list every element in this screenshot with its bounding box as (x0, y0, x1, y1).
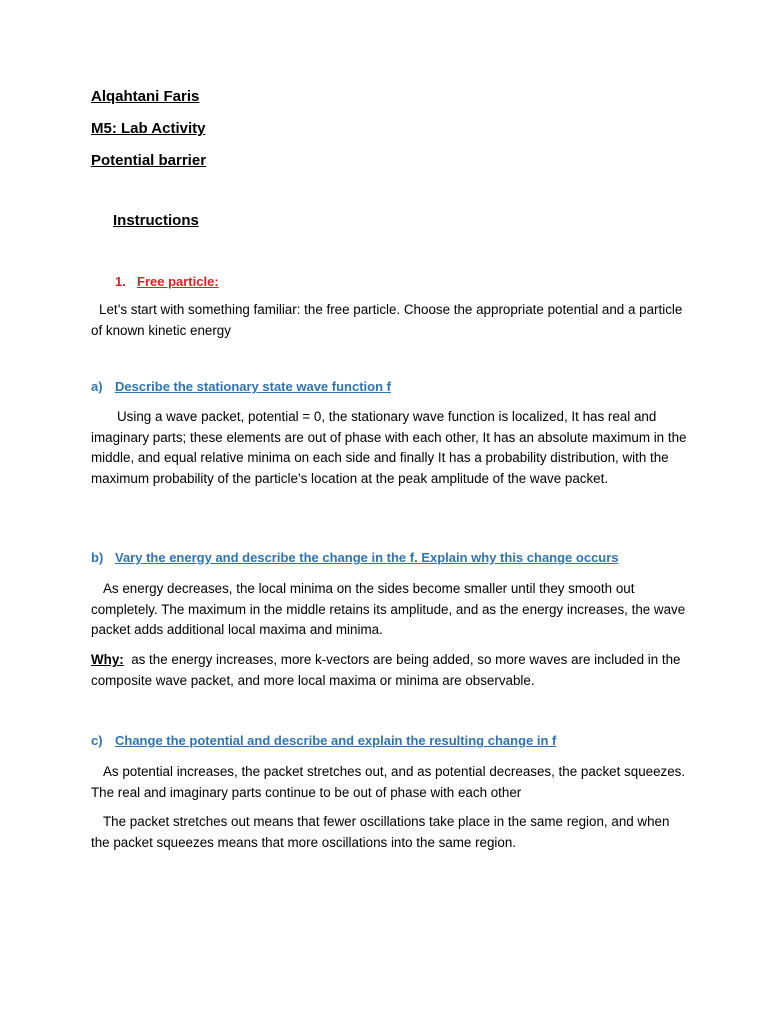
section-1-number: 1. (115, 274, 126, 289)
course-title: M5: Lab Activity (91, 120, 206, 137)
question-a (91, 379, 391, 394)
question-c-letter: c) (91, 733, 103, 748)
question-b-text: Vary the energy and describe the change in the f. Explain why this change occurs (115, 550, 619, 565)
section-1-title: Free particle: (137, 274, 219, 289)
section-1-intro: Let’s start with something familiar: the free particle. Choose the appropriate potential and a particle of known kinetic energy (91, 302, 683, 338)
section-1-heading (115, 274, 219, 289)
question-c (91, 733, 556, 748)
question-a-letter: a) (91, 379, 103, 394)
topic-title: Potential barrier (91, 152, 207, 169)
answer-b-why (91, 650, 691, 691)
why-label: Why: (91, 652, 124, 667)
answer-c-paragraph-2: The packet stretches out means that fewer oscillations take place in the same region, and when the packet squeezes means that more oscillations into the same region. (91, 814, 670, 850)
question-a-text: Describe the stationary state wave function f (115, 379, 391, 394)
question-b-letter: b) (91, 550, 104, 565)
why-text: as the energy increases, more k-vectors are being added, so more waves are included in the composite wave packet, and more local maxima or minima are observable. (91, 652, 681, 688)
question-c-text: Change the potential and describe and explain the resulting change in f (115, 733, 557, 748)
answer-a: Using a wave packet, potential = 0, the stationary wave function is localized, It has real and imaginary parts; these elements are out of phase with each other, It has an absolute maximum in the middle, and equal relative minima on each side and finally It has a probability distribution, with the maximum probability of the particle’s location at the peak amplitude of the wave packet. (91, 409, 687, 486)
author-name: Alqahtani Faris (91, 88, 200, 105)
instructions-heading: Instructions (113, 212, 199, 229)
answer-b: As energy decreases, the local minima on the sides become smaller until they smooth out completely. The maximum in the middle retains its amplitude, and as the energy increases, the wave packet adds additional local maxima and minima. (91, 581, 686, 637)
question-b (91, 550, 619, 565)
answer-c-paragraph-1: As potential increases, the packet stretches out, and as potential decreases, the packet squeezes. The real and imaginary parts continue to be out of phase with each other (91, 764, 686, 800)
